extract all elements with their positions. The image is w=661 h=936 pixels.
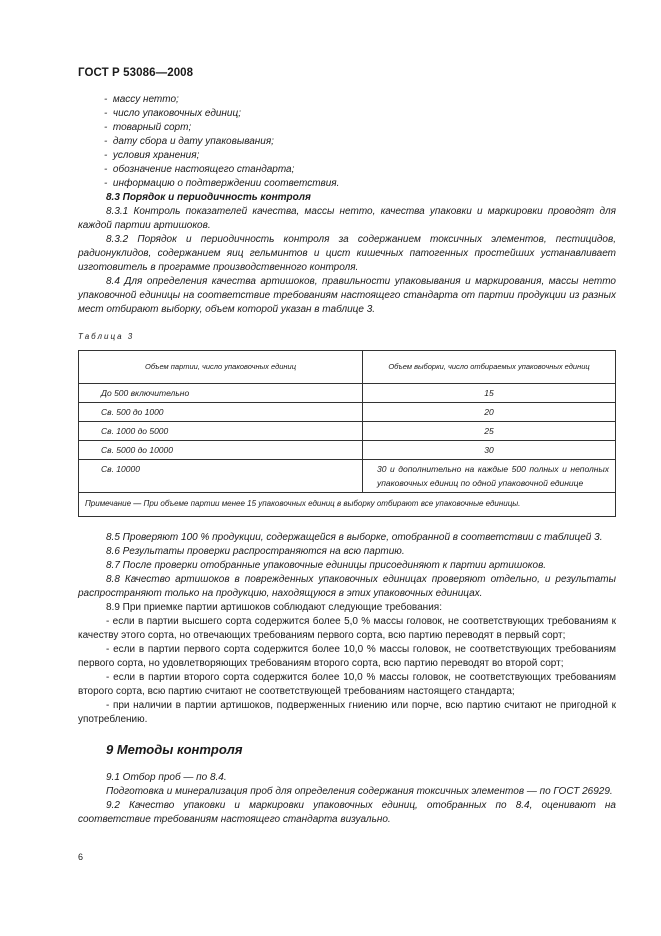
paragraph-9-1-prep: Подготовка и минерализация проб для определения содержания токсичных элементов — по ГОСТ 26929.: [106, 786, 613, 797]
list-item: - условия хранения;: [104, 150, 200, 161]
list-item: - массу нетто;: [104, 94, 179, 105]
table-row: [79, 384, 616, 403]
table-cell: Св. 1000 до 5000: [79, 422, 363, 441]
list-item: - при наличии в партии артишоков, подверженных гниению или порче, всю партию считают не пригодной к употреблению.: [78, 700, 616, 725]
table-row: [79, 403, 616, 422]
paragraph-8-6: 8.6 Результаты проверки распространяются на всю партию.: [106, 546, 405, 557]
paragraph-8-9-intro: 8.9 При приемке партии артишоков соблюдают следующие требования:: [106, 602, 442, 613]
table-row: [79, 460, 616, 493]
paragraph-8-4: 8.4 Для определения качества артишоков, правильности упаковывания и маркирования, массы нетто упаковочной единицы на соответствие требованиям настоящего стандарта от партии продукции из разных мест отбирают выборку, объем которой указан в таблице 3.: [78, 276, 616, 315]
list-item: - если в партии первого сорта содержится более 10,0 % массы головок, не соответствующих требованиям первого сорта, но удовлетворяющих требованиям второго сорта, всю партию переводят во второй сорт;: [78, 644, 616, 669]
section-8-3-title: 8.3 Порядок и периодичность контроля: [106, 192, 311, 203]
list-item: - дату сбора и дату упаковывания;: [104, 136, 274, 147]
table-header-row: [79, 351, 616, 384]
paragraph-8-5: 8.5 Проверяют 100 % продукции, содержащейся в выборке, отобранной в соответствии с таблицей 3.: [106, 532, 603, 543]
list-item: - число упаковочных единиц;: [104, 108, 241, 119]
table-cell: 15: [363, 384, 616, 403]
table-cell: 20: [363, 403, 616, 422]
table-cell: 30 и дополнительно на каждые 500 полных и неполных упаковочных единиц по одной упаковочной единице: [363, 460, 616, 493]
table-cell: 25: [363, 422, 616, 441]
standard-header: ГОСТ Р 53086—2008: [78, 67, 194, 79]
labeling-list: [78, 93, 616, 191]
paragraph-8-8: 8.8 Качество артишоков в поврежденных упаковочных единицах проверяют отдельно, и результаты распространяют только на продукцию, находящуюся в этих упаковочных единицах.: [78, 574, 616, 599]
table-note: Примечание — При объеме партии менее 15 упаковочных единиц в выборку отбирают все упаковочные единицы.: [79, 493, 616, 517]
paragraph-8-3-2: 8.3.2 Порядок и периодичность контроля за содержанием токсичных элементов, пестицидов, радионуклидов, содержанием яиц гельминтов и цист кишечных патогенных простейших устанавливает изготовитель в программе производственного контроля.: [78, 234, 616, 273]
table-header-sample-size: Объем выборки, число отбираемых упаковочных единиц: [363, 351, 616, 384]
paragraph-9-2: 9.2 Качество упаковки и маркировки упаковочных единиц, отобранных по 8.4, оценивают на соответствие требованиям настоящего стандарта визуально.: [78, 800, 616, 825]
table-caption: Таблица 3: [78, 332, 135, 341]
table-note-row: [79, 493, 616, 517]
paragraph-8-7: 8.7 После проверки отобранные упаковочные единицы присоединяют к партии артишоков.: [106, 560, 547, 571]
spacer: [78, 517, 616, 531]
table-cell: До 500 включительно: [79, 384, 363, 403]
page-number: 6: [78, 852, 84, 862]
paragraph-9-1: 9.1 Отбор проб — по 8.4.: [106, 772, 227, 783]
table-cell: Св. 10000: [79, 460, 363, 493]
table-3: [78, 350, 616, 517]
table-row: [79, 422, 616, 441]
list-item: - информацию о подтверждении соответствия.: [104, 178, 340, 189]
table-header-lot-size: Объем партии, число упаковочных единиц: [79, 351, 363, 384]
list-item: - товарный сорт;: [104, 122, 192, 133]
section-9-title: 9 Методы контроля: [106, 742, 243, 757]
list-item: - если в партии второго сорта содержится более 10,0 % массы головок, не соответствующих требованиям второго сорта, всю партию считают не соответствующей требованиям настоящего стандарта;: [78, 672, 616, 697]
table-row: [79, 441, 616, 460]
table-cell: 30: [363, 441, 616, 460]
list-item: - обозначение настоящего стандарта;: [104, 164, 295, 175]
page-content: [78, 93, 616, 827]
table-cell: Св. 500 до 1000: [79, 403, 363, 422]
table-cell: Св. 5000 до 10000: [79, 441, 363, 460]
list-item: - если в партии высшего сорта содержится более 5,0 % массы головок, не соответствующих требованиям к качеству этого сорта, но отвечающих требованиям первого сорта, всю партию переводят в первый сорт;: [78, 616, 616, 641]
paragraph-8-3-1: 8.3.1 Контроль показателей качества, массы нетто, качества упаковки и маркировки проводят для каждой партии артишоков.: [78, 206, 616, 231]
